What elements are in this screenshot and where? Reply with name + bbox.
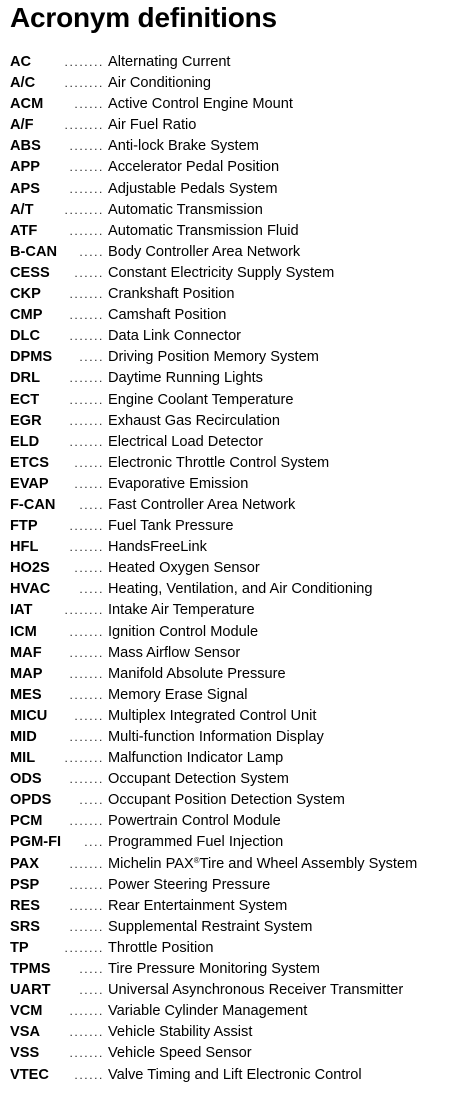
acronym-row bbox=[10, 769, 462, 790]
acronym-row bbox=[10, 1043, 462, 1064]
acronym-row bbox=[10, 284, 462, 305]
acronym-definition bbox=[108, 263, 334, 284]
acronym-definition bbox=[108, 959, 320, 980]
acronym-row bbox=[10, 875, 462, 896]
acronym-definition bbox=[108, 368, 263, 389]
acronym-definition bbox=[108, 832, 283, 853]
dot-leader: ..... bbox=[79, 244, 104, 259]
definition-text: Driving Position Memory System bbox=[108, 349, 319, 366]
dot-leader: .... bbox=[84, 835, 104, 850]
definition-text: Vehicle Stability Assist bbox=[108, 1024, 253, 1041]
acronym-row bbox=[10, 516, 462, 537]
acronym-abbreviation: CMP bbox=[10, 307, 43, 324]
definition-text-continued: Tire and Wheel Assembly System bbox=[199, 855, 418, 872]
dot-leader: ....... bbox=[69, 919, 104, 934]
acronym-abbreviation: IAT bbox=[10, 602, 33, 619]
acronym-definition bbox=[108, 1043, 252, 1064]
acronym-row bbox=[10, 411, 462, 432]
acronym-row bbox=[10, 622, 462, 643]
definition-text: Engine Coolant Temperature bbox=[108, 391, 294, 408]
acronym-abbreviation: PAX bbox=[10, 855, 39, 872]
acronym-definition bbox=[108, 284, 235, 305]
dot-leader: ..... bbox=[79, 983, 104, 998]
acronym-abbreviation: B-CAN bbox=[10, 243, 58, 260]
acronym-abbreviation: ELD bbox=[10, 433, 40, 450]
acronym-definition bbox=[108, 200, 263, 221]
definition-text: Throttle Position bbox=[108, 939, 214, 956]
definition-text: Variable Cylinder Management bbox=[108, 1003, 308, 1020]
acronym-definition bbox=[108, 221, 299, 242]
dot-leader: ....... bbox=[69, 666, 104, 681]
dot-leader: ........ bbox=[64, 940, 104, 955]
acronym-row bbox=[10, 579, 462, 600]
acronym-definition bbox=[108, 1065, 362, 1086]
definition-text: Heating, Ventilation, and Air Conditioning bbox=[108, 581, 373, 598]
acronym-row bbox=[10, 896, 462, 917]
dot-leader: ....... bbox=[69, 1046, 104, 1061]
acronym-row bbox=[10, 643, 462, 664]
definition-text: Universal Asynchronous Receiver Transmitter bbox=[108, 982, 404, 999]
acronym-row bbox=[10, 706, 462, 727]
acronym-row bbox=[10, 790, 462, 811]
registered-mark: ® bbox=[193, 855, 200, 865]
dot-leader: ....... bbox=[69, 1004, 104, 1019]
acronym-definition bbox=[108, 790, 345, 811]
acronym-row bbox=[10, 52, 462, 73]
definition-text: Electrical Load Detector bbox=[108, 433, 263, 450]
acronym-row bbox=[10, 347, 462, 368]
definition-text: Accelerator Pedal Position bbox=[108, 159, 280, 176]
definition-text: Occupant Detection System bbox=[108, 771, 289, 788]
acronym-definition bbox=[108, 179, 278, 200]
acronym-definition bbox=[108, 896, 287, 917]
acronym-definition bbox=[108, 854, 417, 875]
acronym-row bbox=[10, 453, 462, 474]
dot-leader: ....... bbox=[69, 730, 104, 744]
definition-text: Automatic Transmission Fluid bbox=[108, 222, 299, 239]
acronym-row bbox=[10, 1065, 462, 1086]
acronym-definition bbox=[108, 73, 211, 94]
definition-text: Mass Airflow Sensor bbox=[108, 644, 241, 661]
acronym-abbreviation: F-CAN bbox=[10, 496, 56, 513]
dot-leader: ....... bbox=[69, 287, 104, 302]
acronym-abbreviation: ODS bbox=[10, 771, 42, 788]
dot-leader: ...... bbox=[74, 1067, 104, 1082]
acronym-definition bbox=[108, 1001, 307, 1022]
acronym-row bbox=[10, 685, 462, 706]
acronym-row bbox=[10, 917, 462, 938]
acronym-row bbox=[10, 263, 462, 284]
definition-text: HandsFreeLink bbox=[108, 539, 207, 556]
acronym-definition bbox=[108, 727, 324, 748]
definition-text: Electronic Throttle Control System bbox=[108, 454, 330, 471]
acronym-definition bbox=[108, 1022, 252, 1043]
dot-leader: ....... bbox=[69, 1025, 104, 1040]
acronym-abbreviation: APP bbox=[10, 159, 41, 176]
acronym-definition bbox=[108, 305, 226, 326]
acronym-row bbox=[10, 326, 462, 347]
acronym-row bbox=[10, 432, 462, 453]
dot-leader: ....... bbox=[69, 371, 104, 386]
acronym-row bbox=[10, 73, 462, 94]
acronym-row bbox=[10, 832, 462, 853]
acronym-row bbox=[10, 537, 462, 558]
acronym-definition bbox=[108, 875, 270, 896]
definition-text: Air Conditioning bbox=[108, 75, 212, 92]
acronym-row bbox=[10, 115, 462, 136]
acronym-row bbox=[10, 390, 462, 411]
acronym-abbreviation: PSP bbox=[10, 876, 40, 893]
acronym-abbreviation: PCM bbox=[10, 813, 43, 830]
dot-leader: ..... bbox=[79, 962, 104, 977]
acronym-definition bbox=[108, 558, 260, 579]
acronym-abbreviation: MAP bbox=[10, 665, 43, 682]
acronym-abbreviation: OPDS bbox=[10, 792, 52, 809]
definition-text: Daytime Running Lights bbox=[108, 370, 263, 387]
dot-leader: ....... bbox=[69, 540, 104, 555]
acronym-abbreviation: TPMS bbox=[10, 961, 51, 978]
acronym-abbreviation: DPMS bbox=[10, 349, 53, 366]
dot-leader: ....... bbox=[69, 687, 104, 702]
acronym-abbreviation: HVAC bbox=[10, 581, 51, 598]
definition-text: Malfunction Indicator Lamp bbox=[108, 750, 284, 767]
definition-text: Powertrain Control Module bbox=[108, 813, 281, 830]
dot-leader: ...... bbox=[74, 561, 104, 576]
acronym-definition bbox=[108, 579, 373, 600]
definition-text: Memory Erase Signal bbox=[108, 686, 248, 703]
acronym-abbreviation: UART bbox=[10, 982, 51, 999]
acronym-abbreviation: CESS bbox=[10, 264, 50, 281]
acronym-abbreviation: DLC bbox=[10, 328, 40, 345]
dot-leader: ....... bbox=[69, 624, 104, 639]
definition-text: Multiplex Integrated Control Unit bbox=[108, 707, 317, 724]
definition-text: Fast Controller Area Network bbox=[108, 496, 296, 513]
dot-leader: ...... bbox=[74, 476, 104, 491]
definition-text: Intake Air Temperature bbox=[108, 602, 255, 619]
acronym-definition bbox=[108, 495, 295, 516]
dot-leader: ..... bbox=[79, 350, 104, 365]
dot-leader: ....... bbox=[69, 434, 104, 449]
dot-leader: ...... bbox=[74, 708, 104, 723]
definition-text: Crankshaft Position bbox=[108, 286, 235, 303]
acronym-definition bbox=[108, 411, 280, 432]
acronym-row bbox=[10, 474, 462, 495]
acronym-row bbox=[10, 495, 462, 516]
acronym-abbreviation: APS bbox=[10, 180, 41, 197]
acronym-definition bbox=[108, 811, 281, 832]
acronym-abbreviation: A/F bbox=[10, 117, 34, 134]
dot-leader: ........ bbox=[64, 118, 104, 133]
acronym-row bbox=[10, 980, 462, 1001]
acronym-definition bbox=[108, 115, 196, 136]
acronym-row bbox=[10, 558, 462, 579]
definition-text: Anti-lock Brake System bbox=[108, 138, 259, 155]
dot-leader: ....... bbox=[69, 877, 104, 892]
acronym-definition bbox=[108, 390, 294, 411]
acronym-abbreviation: TP bbox=[10, 939, 29, 956]
acronym-definition bbox=[108, 643, 240, 664]
dot-leader: ........ bbox=[64, 603, 104, 618]
dot-leader: ..... bbox=[79, 793, 104, 808]
acronym-list bbox=[10, 52, 462, 1086]
acronym-definition bbox=[108, 917, 312, 938]
acronym-abbreviation: EVAP bbox=[10, 475, 49, 492]
acronym-abbreviation: VSS bbox=[10, 1045, 40, 1062]
acronym-abbreviation: A/C bbox=[10, 75, 36, 92]
acronym-abbreviation: HFL bbox=[10, 539, 39, 556]
dot-leader: ....... bbox=[69, 329, 104, 344]
definition-text: Tire Pressure Monitoring System bbox=[108, 961, 320, 978]
acronym-definition bbox=[108, 347, 319, 368]
definition-text: Rear Entertainment System bbox=[108, 897, 288, 914]
acronym-definition bbox=[108, 706, 316, 727]
definition-text: Manifold Absolute Pressure bbox=[108, 665, 286, 682]
acronym-abbreviation: A/T bbox=[10, 201, 34, 218]
acronym-abbreviation: ATF bbox=[10, 222, 38, 239]
dot-leader: ........ bbox=[64, 55, 104, 69]
acronym-row bbox=[10, 854, 462, 875]
acronym-row bbox=[10, 242, 462, 263]
acronym-row bbox=[10, 1022, 462, 1043]
dot-leader: ....... bbox=[69, 413, 104, 428]
dot-leader: ....... bbox=[69, 645, 104, 660]
acronym-abbreviation: MID bbox=[10, 729, 37, 745]
definition-text: Occupant Position Detection System bbox=[108, 792, 345, 809]
acronym-definition bbox=[108, 157, 279, 178]
dot-leader: ........ bbox=[64, 76, 104, 91]
acronym-abbreviation: ECT bbox=[10, 391, 40, 408]
acronym-definition bbox=[108, 685, 248, 706]
acronym-definition bbox=[108, 622, 258, 643]
acronym-abbreviation: CKP bbox=[10, 286, 41, 303]
definition-text: Constant Electricity Supply System bbox=[108, 264, 335, 281]
acronym-abbreviation: HO2S bbox=[10, 560, 50, 577]
acronym-definition bbox=[108, 748, 283, 769]
dot-leader: ....... bbox=[69, 160, 104, 175]
acronym-row bbox=[10, 959, 462, 980]
acronym-definition bbox=[108, 980, 403, 1001]
definition-text: Data Link Connector bbox=[108, 328, 242, 345]
dot-leader: ....... bbox=[69, 772, 104, 787]
definition-text: Supplemental Restraint System bbox=[108, 918, 313, 935]
definition-text: Camshaft Position bbox=[108, 307, 227, 324]
acronym-definition bbox=[108, 242, 300, 263]
acronym-row bbox=[10, 136, 462, 157]
acronym-row bbox=[10, 200, 462, 221]
acronym-abbreviation: PGM-FI bbox=[10, 834, 62, 851]
definition-text: Body Controller Area Network bbox=[108, 243, 301, 260]
definition-text: Alternating Current bbox=[108, 54, 231, 70]
acronym-row bbox=[10, 94, 462, 115]
definition-text: Evaporative Emission bbox=[108, 475, 249, 492]
acronym-definition bbox=[108, 136, 259, 157]
acronym-definition bbox=[108, 516, 233, 537]
acronym-row bbox=[10, 811, 462, 832]
acronym-definition bbox=[108, 537, 207, 558]
acronym-abbreviation: MES bbox=[10, 686, 42, 703]
page-title: Acronym definitions bbox=[10, 2, 277, 33]
acronym-definition bbox=[108, 474, 248, 495]
acronym-row bbox=[10, 727, 462, 748]
acronym-abbreviation: MICU bbox=[10, 707, 48, 724]
definition-text: Power Steering Pressure bbox=[108, 876, 271, 893]
dot-leader: ....... bbox=[69, 856, 104, 871]
acronym-row bbox=[10, 600, 462, 621]
acronym-row bbox=[10, 305, 462, 326]
definition-text: Multi-function Information Display bbox=[108, 729, 324, 745]
dot-leader: ....... bbox=[69, 139, 104, 154]
definition-text: Heated Oxygen Sensor bbox=[108, 560, 260, 577]
acronym-definition bbox=[108, 94, 293, 115]
definition-text: Michelin PAX bbox=[108, 855, 194, 872]
acronym-abbreviation: ABS bbox=[10, 138, 41, 155]
acronym-row bbox=[10, 1001, 462, 1022]
dot-leader: ....... bbox=[69, 519, 104, 534]
definition-text: Exhaust Gas Recirculation bbox=[108, 412, 280, 429]
acronym-abbreviation: VSA bbox=[10, 1024, 41, 1041]
acronym-abbreviation: MAF bbox=[10, 644, 42, 661]
definition-text: Adjustable Pedals System bbox=[108, 180, 278, 197]
acronym-abbreviation: RES bbox=[10, 897, 41, 914]
definition-text: Ignition Control Module bbox=[108, 623, 259, 640]
acronym-abbreviation: SRS bbox=[10, 918, 41, 935]
dot-leader: ....... bbox=[69, 223, 104, 238]
acronym-row bbox=[10, 221, 462, 242]
acronym-abbreviation: ACM bbox=[10, 96, 44, 113]
acronym-abbreviation: VCM bbox=[10, 1003, 43, 1020]
definition-text: Fuel Tank Pressure bbox=[108, 518, 234, 535]
acronym-definition bbox=[108, 326, 241, 347]
acronym-row bbox=[10, 179, 462, 200]
acronym-row bbox=[10, 748, 462, 769]
acronym-definition bbox=[108, 453, 329, 474]
definition-text: Air Fuel Ratio bbox=[108, 117, 197, 134]
acronym-abbreviation: EGR bbox=[10, 412, 42, 429]
definition-text: Valve Timing and Lift Electronic Control bbox=[108, 1066, 362, 1083]
dot-leader: ....... bbox=[69, 308, 104, 323]
acronym-row bbox=[10, 368, 462, 389]
acronym-definition bbox=[108, 52, 231, 73]
acronym-abbreviation: ETCS bbox=[10, 454, 49, 471]
acronym-abbreviation: VTEC bbox=[10, 1066, 49, 1083]
dot-leader: ........ bbox=[64, 202, 104, 217]
acronym-definition bbox=[108, 769, 289, 790]
acronym-row bbox=[10, 157, 462, 178]
dot-leader: ....... bbox=[69, 898, 104, 913]
dot-leader: ........ bbox=[64, 751, 104, 766]
definition-text: Programmed Fuel Injection bbox=[108, 834, 284, 851]
definition-text: Vehicle Speed Sensor bbox=[108, 1045, 252, 1062]
acronym-abbreviation: MIL bbox=[10, 750, 36, 767]
acronym-definition bbox=[108, 600, 255, 621]
acronym-row bbox=[10, 664, 462, 685]
dot-leader: ...... bbox=[74, 97, 104, 112]
dot-leader: ..... bbox=[79, 497, 104, 512]
dot-leader: ..... bbox=[79, 582, 104, 597]
acronym-abbreviation: DRL bbox=[10, 370, 40, 387]
dot-leader: ....... bbox=[69, 181, 104, 196]
definition-text: Automatic Transmission bbox=[108, 201, 263, 218]
dot-leader: ...... bbox=[74, 455, 104, 470]
dot-leader: ...... bbox=[74, 265, 104, 280]
dot-leader: ....... bbox=[69, 392, 104, 407]
dot-leader: ....... bbox=[69, 814, 104, 829]
acronym-row bbox=[10, 938, 462, 959]
definition-text: Active Control Engine Mount bbox=[108, 96, 293, 113]
acronym-abbreviation: AC bbox=[10, 54, 32, 70]
acronym-definition bbox=[108, 938, 213, 959]
acronym-definition bbox=[108, 432, 263, 453]
acronym-definition bbox=[108, 664, 286, 685]
acronym-abbreviation: ICM bbox=[10, 623, 37, 640]
acronym-abbreviation: FTP bbox=[10, 518, 38, 535]
